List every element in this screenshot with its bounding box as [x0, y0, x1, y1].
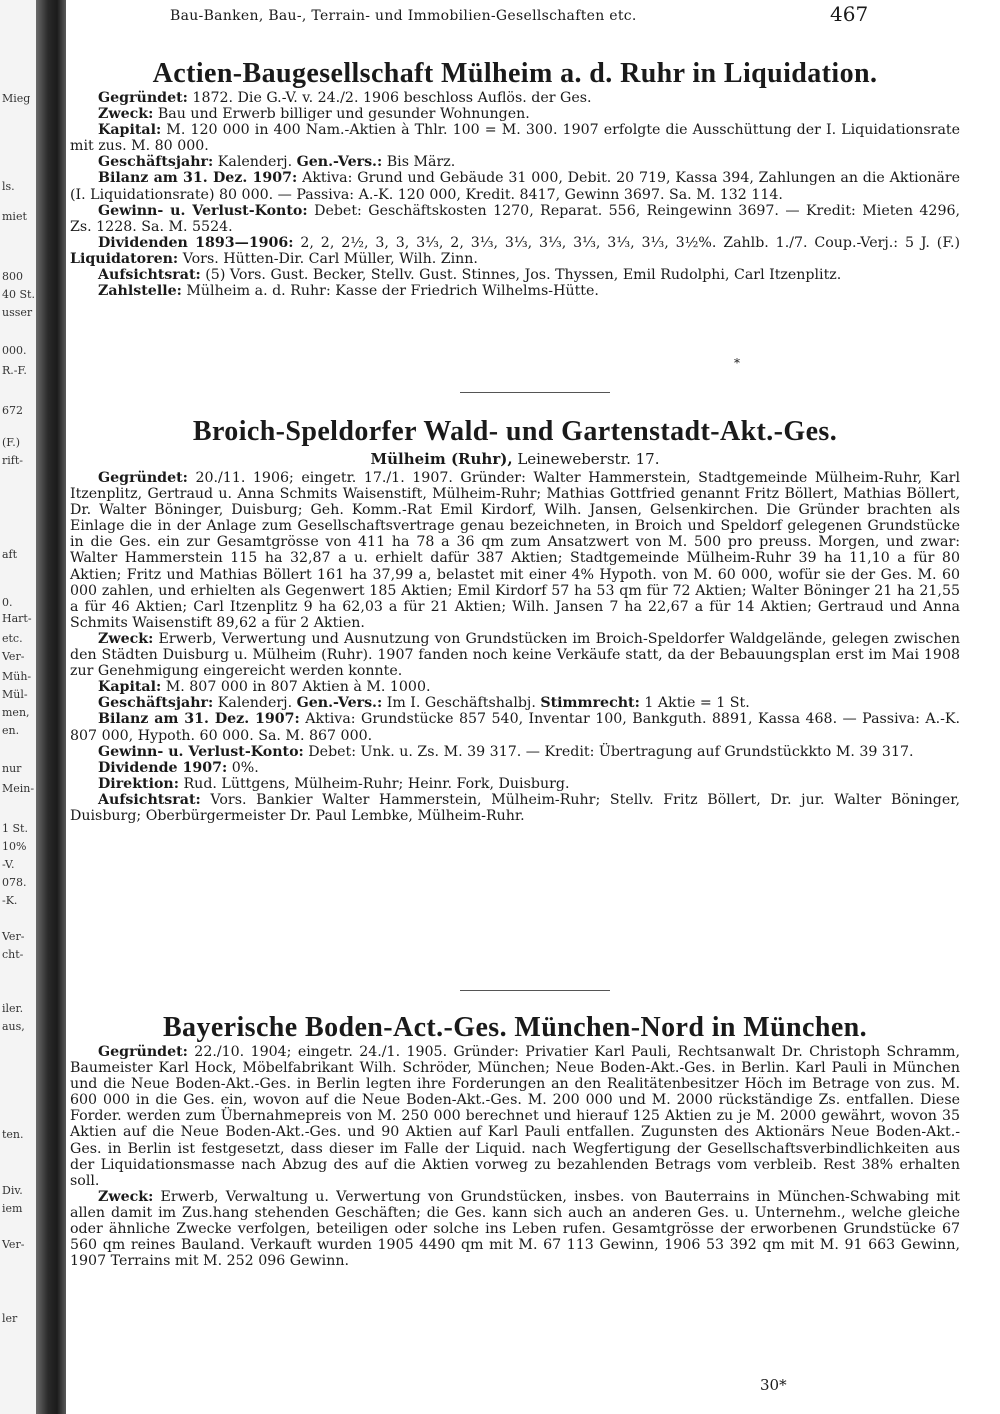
margin-fragment: Mieg [2, 92, 31, 105]
field-text: Bis März. [382, 154, 456, 171]
section-divider [460, 392, 610, 393]
margin-fragment: Mül- [2, 688, 28, 701]
margin-fragment: -V. [2, 858, 15, 871]
running-head: Bau-Banken, Bau-, Terrain- und Immobilien-Gesellschaften etc. [170, 8, 637, 24]
margin-fragment: Ver- [2, 650, 25, 663]
entry-paragraph [70, 170, 960, 202]
field-text: M. 120 000 in 400 Nam.-Aktien à Thlr. 100 = M. 300. 1907 erfolgte die Ausschüttung der I. Liquidationsrate mit zus. M. 80 000. [70, 122, 960, 155]
field-label: Stimmrecht: [540, 695, 640, 712]
margin-fragment: ls. [2, 180, 15, 193]
field-text: Kalenderj. [213, 154, 297, 171]
field-text: Aktiva: Grund und Gebäude 31 000, Debit. 20 719, Kassa 394, Zahlungen an die Aktionäre (I. Liquidationsrate) 80 000. — Passiva: A.-K. 120 000, Kredit. 8417, Gewinn 3697. Sa. M. 132 114. [70, 170, 961, 203]
entry-paragraph [70, 235, 960, 267]
entry-paragraph [70, 744, 960, 760]
field-label: Zweck: [98, 106, 154, 123]
field-text: 20./11. 1906; eingetr. 17./1. 1907. Gründer: Walter Hammerstein, Stadtgemeinde Mülheim-Ruhr, Karl Itzenplitz, Gertraud u. Anna Schmits Waisenstift, Mülheim-Ruhr; Mathias Gottfried genannt Fritz Böllert, Mathias Böllert, Dr. Walter Böninger, Duisburg; Geh. Komm.-Rat Emil Kirdorf, Wilh. Jansen, Gelsenkirchen. Die Gründer brachten als Einlage die in der Anlage zum Gesellschaftsvertrage genau bezeichneten, in Broich und Speldorf gelegenen Grundstücke in die Ges. ein zur Gesamtgrösse von 411 ha 78 a 36 qm zum Ansatzwert von M. 500 pro preuss. Morgen, und zwar: Walter Hammerstein 115 ha 32,87 a u. erhielt dafür 387 Aktien; Stadtgemeinde Mülheim-Ruhr 39 ha 11,10 a für 80 Aktien; Fritz und Mathias Böllert 161 ha 37,99 a, belastet mit einer 4% Hypoth. von M. 60 000, wofür sie der Ges. M. 60 000 zahlen, und erhielten als Gegenwert 185 Aktien; Emil Kirdorf 57 ha 53 qm für 72 Aktien; Walter Böninger 21 ha 21,55 a für 46 Aktien; Carl Itzenplitz 9 ha 62,03 a für 21 Aktien; Wilh. Jansen 7 ha 22,67 a für 14 Aktien; Gertraud und Anna Schmits Waisenstift 89,62 a für 2 Aktien. [70, 470, 960, 631]
margin-fragment: 672 [2, 404, 23, 417]
field-text: 1872. Die G.-V. v. 24./2. 1906 beschloss Auflös. der Ges. [187, 90, 592, 106]
margin-fragment: iem [2, 1202, 23, 1215]
entry-paragraph [70, 792, 960, 824]
margin-fragment: cht- [2, 948, 24, 961]
field-label: Gen.-Vers.: [296, 695, 383, 712]
entry-paragraph [70, 776, 960, 792]
field-text: Rud. Lüttgens, Mülheim-Ruhr; Heinr. Fork, Duisburg. [178, 775, 570, 792]
company-title: Bayerische Boden-Act.-Ges. München-Nord in München. [162, 1012, 868, 1043]
field-label: Kapital: [98, 122, 162, 139]
field-label: Bilanz am 31. Dez. 1907: [98, 711, 300, 728]
field-text: 22./10. 1904; eingetr. 24./1. 1905. Gründer: Privatier Karl Pauli, Rechtsanwalt Dr. Christoph Schramm, Baumeister Karl Hock, Möbelfabrikant Wilh. Schröder, München; Neue Boden-Akt.-Ges. in Berlin. Karl Pauli in München und die Neue Boden-Akt.-Ges. in Berlin legten ihre Forderungen an den Realitätenbesitzer Höch im Betrage von zus. M. 600 000 in die Ges. ein, wovon auf die Neue Boden-Akt.-Ges. M. 200 000 und M. 2000 rückständige Zs. entfallen. Diese Forder. werden zum Übernahmepreis von M. 250 000 berechnet und hierauf 125 Aktien zu je M. 2000 gewährt, wovon 35 Aktien auf die Neue Boden-Akt.-Ges. und 90 Aktien auf Karl Pauli entfallen. Zugunsten des Aktionärs Neue Boden-Akt.-Ges. in Berlin ist festgesetzt, dass dieser im Falle der Liquid. nach Wegfertigung der Gesellschaftsverbindlichkeiten aus der Liquidationsmasse nach Abzug des auf die Aktien vorweg zu bezahlenden Betrags vom verbleib. Rest 38% erhalten soll. [70, 1044, 960, 1189]
margin-fragment: Hart- [2, 612, 32, 625]
field-label: Gegründet: [98, 90, 188, 106]
entry-paragraph [70, 203, 960, 235]
entry-paragraph [70, 106, 960, 122]
margin-fragment: nur [2, 762, 22, 775]
margin-fragment: Ver- [2, 930, 25, 943]
margin-fragment: usser [2, 306, 33, 319]
margin-fragment: ten. [2, 1128, 24, 1141]
company-title: Broich-Speldorfer Wald- und Gartenstadt-Akt.-Ges. [192, 416, 838, 447]
field-label: Gegründet: [98, 470, 188, 486]
margin-fragment: aus, [2, 1020, 25, 1033]
section-divider [460, 990, 610, 991]
field-label: Bilanz am 31. Dez. 1907: [98, 170, 298, 187]
end-asterisk: * [734, 356, 740, 370]
field-text: 2, 2, 2½, 3, 3, 3⅓, 2, 3⅓, 3⅓, 3⅓, 3⅓, 3⅓, 3⅓, 3½%. Zahlb. 1./7. Coup.-Verj.: 5 J. (F.) [293, 234, 960, 251]
field-text: Vors. Hütten-Dir. Carl Müller, Wilh. Zinn. [178, 250, 478, 267]
document-page [70, 0, 980, 1414]
company-title: Actien-Baugesellschaft Mülheim a. d. Ruhr in Liquidation. [152, 58, 878, 89]
margin-fragment: 800 [2, 270, 23, 283]
field-text: (5) Vors. Gust. Becker, Stellv. Gust. Stinnes, Jos. Thyssen, Emil Rudolphi, Carl Itzenplitz. [200, 267, 842, 284]
margin-fragment: en. [2, 724, 20, 737]
entry-paragraph [70, 154, 960, 170]
entry-paragraph [70, 122, 960, 154]
field-text: Debet: Geschäftskosten 1270, Reparat. 556, Reingewinn 3697. — Kredit: Mieten 4296, Zs. 1228. Sa. M. 5524. [70, 202, 961, 235]
field-label: Gen.-Vers.: [296, 154, 383, 171]
entry-paragraph [70, 679, 960, 695]
field-text: Kalenderj. [213, 695, 297, 712]
company-entry-2 [70, 416, 960, 824]
entry-paragraph [70, 283, 960, 299]
company-entry-3 [70, 1012, 960, 1269]
margin-fragment: R.-F. [2, 364, 27, 377]
field-label: Aufsichtsrat: [98, 791, 201, 808]
margin-fragment: etc. [2, 632, 23, 645]
margin-fragment: Mein- [2, 782, 35, 795]
margin-fragment: -K. [2, 894, 18, 907]
field-label: Kapital: [98, 679, 162, 696]
margin-fragment: 078. [2, 876, 27, 889]
margin-fragment: (F.) [2, 436, 20, 449]
field-label: Gegründet: [98, 1044, 188, 1060]
field-label: Direktion: [98, 775, 179, 792]
location-name: Mülheim (Ruhr), [370, 450, 513, 468]
field-label: Dividende 1907: [98, 759, 228, 776]
field-text: Vors. Bankier Walter Hammerstein, Mülheim-Ruhr; Stellv. Fritz Böllert, Dr. jur. Walter Böninger, Duisburg; Oberbürgermeister Dr. Paul Lembke, Mülheim-Ruhr. [70, 791, 960, 824]
margin-fragment: iler. [2, 1002, 24, 1015]
company-body [70, 1044, 960, 1269]
margin-fragment: Div. [2, 1184, 23, 1197]
margin-fragment: Ver- [2, 1238, 25, 1251]
entry-paragraph [70, 631, 960, 679]
field-text: Aktiva: Grundstücke 857 540, Inventar 100, Bankguth. 8891, Kassa 468. — Passiva: A.-K. 807 000, Hypoth. 60 000. Sa. M. 867 000. [70, 711, 960, 744]
margin-fragment: 10% [2, 840, 27, 853]
field-text: Bau und Erwerb billiger und gesunder Wohnungen. [153, 106, 530, 123]
margin-fragment: 0. [2, 596, 13, 609]
company-body [70, 470, 960, 824]
field-label: Zweck: [98, 630, 154, 647]
book-spine-shadow [36, 0, 66, 1414]
field-label: Dividenden 1893—1906: [98, 234, 294, 251]
field-text: 1 Aktie = 1 St. [639, 695, 750, 712]
company-location [70, 450, 960, 468]
entry-paragraph [70, 470, 960, 631]
margin-fragment: 40 St. [2, 288, 35, 301]
company-entry-1 [70, 58, 960, 299]
margin-fragment: aft [2, 548, 18, 561]
margin-fragment: rift- [2, 454, 23, 467]
field-label: Zahlstelle: [98, 283, 182, 300]
entry-paragraph [70, 1044, 960, 1189]
entry-paragraph [70, 760, 960, 776]
margin-fragment: men, [2, 706, 30, 719]
entry-paragraph [70, 90, 960, 106]
field-label: Zweck: [98, 1188, 154, 1205]
field-text: Mülheim a. d. Ruhr: Kasse der Friedrich Wilhelms-Hütte. [181, 283, 599, 300]
field-label: Aufsichtsrat: [98, 267, 201, 284]
field-label: Gewinn- u. Verlust-Konto: [98, 743, 304, 760]
margin-fragment: ler [2, 1312, 18, 1325]
field-text: Debet: Unk. u. Zs. M. 39 317. — Kredit: Übertragung auf Grundstückkto M. 39 317. [303, 743, 914, 760]
field-label: Geschäftsjahr: [98, 695, 214, 712]
field-label: Geschäftsjahr: [98, 154, 214, 171]
field-text: Erwerb, Verwertung und Ausnutzung von Grundstücken im Broich-Speldorfer Waldgelände, gelegen zwischen den Städten Duisburg u. Mülheim (Ruhr). 1907 fanden noch keine Verkäufe statt, da der Bebauungsplan erst im Mai 1908 zur Genehmigung eingereicht werden konnte. [70, 630, 960, 680]
adjacent-page-margin [0, 0, 36, 1414]
margin-fragment: Müh- [2, 670, 32, 683]
entry-paragraph [70, 695, 960, 711]
entry-paragraph [70, 1189, 960, 1269]
company-body [70, 90, 960, 299]
field-text: Im I. Geschäftshalbj. [382, 695, 541, 712]
entry-paragraph [70, 711, 960, 743]
field-text: 0%. [227, 759, 259, 776]
margin-fragment: 1 St. [2, 822, 28, 835]
page-number: 467 [830, 2, 869, 26]
entry-paragraph [70, 267, 960, 283]
field-text: Erwerb, Verwaltung u. Verwertung von Grundstücken, insbes. von Bauterrains in München-Schwabing mit allen damit im Zus.hang stehenden Geschäften; die Ges. kann sich auch an anderen Ges. u. Unternehm., welche gleiche oder ähnliche Zwecke verfolgen, beteiligen oder solche ins Leben rufen. Gesamtgrösse der erworbenen Grundstücke 67 560 qm reines Bauland. Verkauft wurden 1905 4490 qm mit M. 67 113 Gewinn, 1906 53 392 qm mit M. 91 663 Gewinn, 1907 Terrains mit M. 252 096 Gewinn. [70, 1188, 960, 1270]
margin-fragment: 000. [2, 344, 27, 357]
field-label: Gewinn- u. Verlust-Konto: [98, 202, 308, 219]
field-text: M. 807 000 in 807 Aktien à M. 1000. [161, 679, 431, 696]
printer-signature-mark: 30* [760, 1376, 787, 1394]
field-label: Liquidatoren: [70, 250, 179, 267]
margin-fragment: miet [2, 210, 27, 223]
location-address: Leineweberstr. 17. [512, 450, 660, 468]
